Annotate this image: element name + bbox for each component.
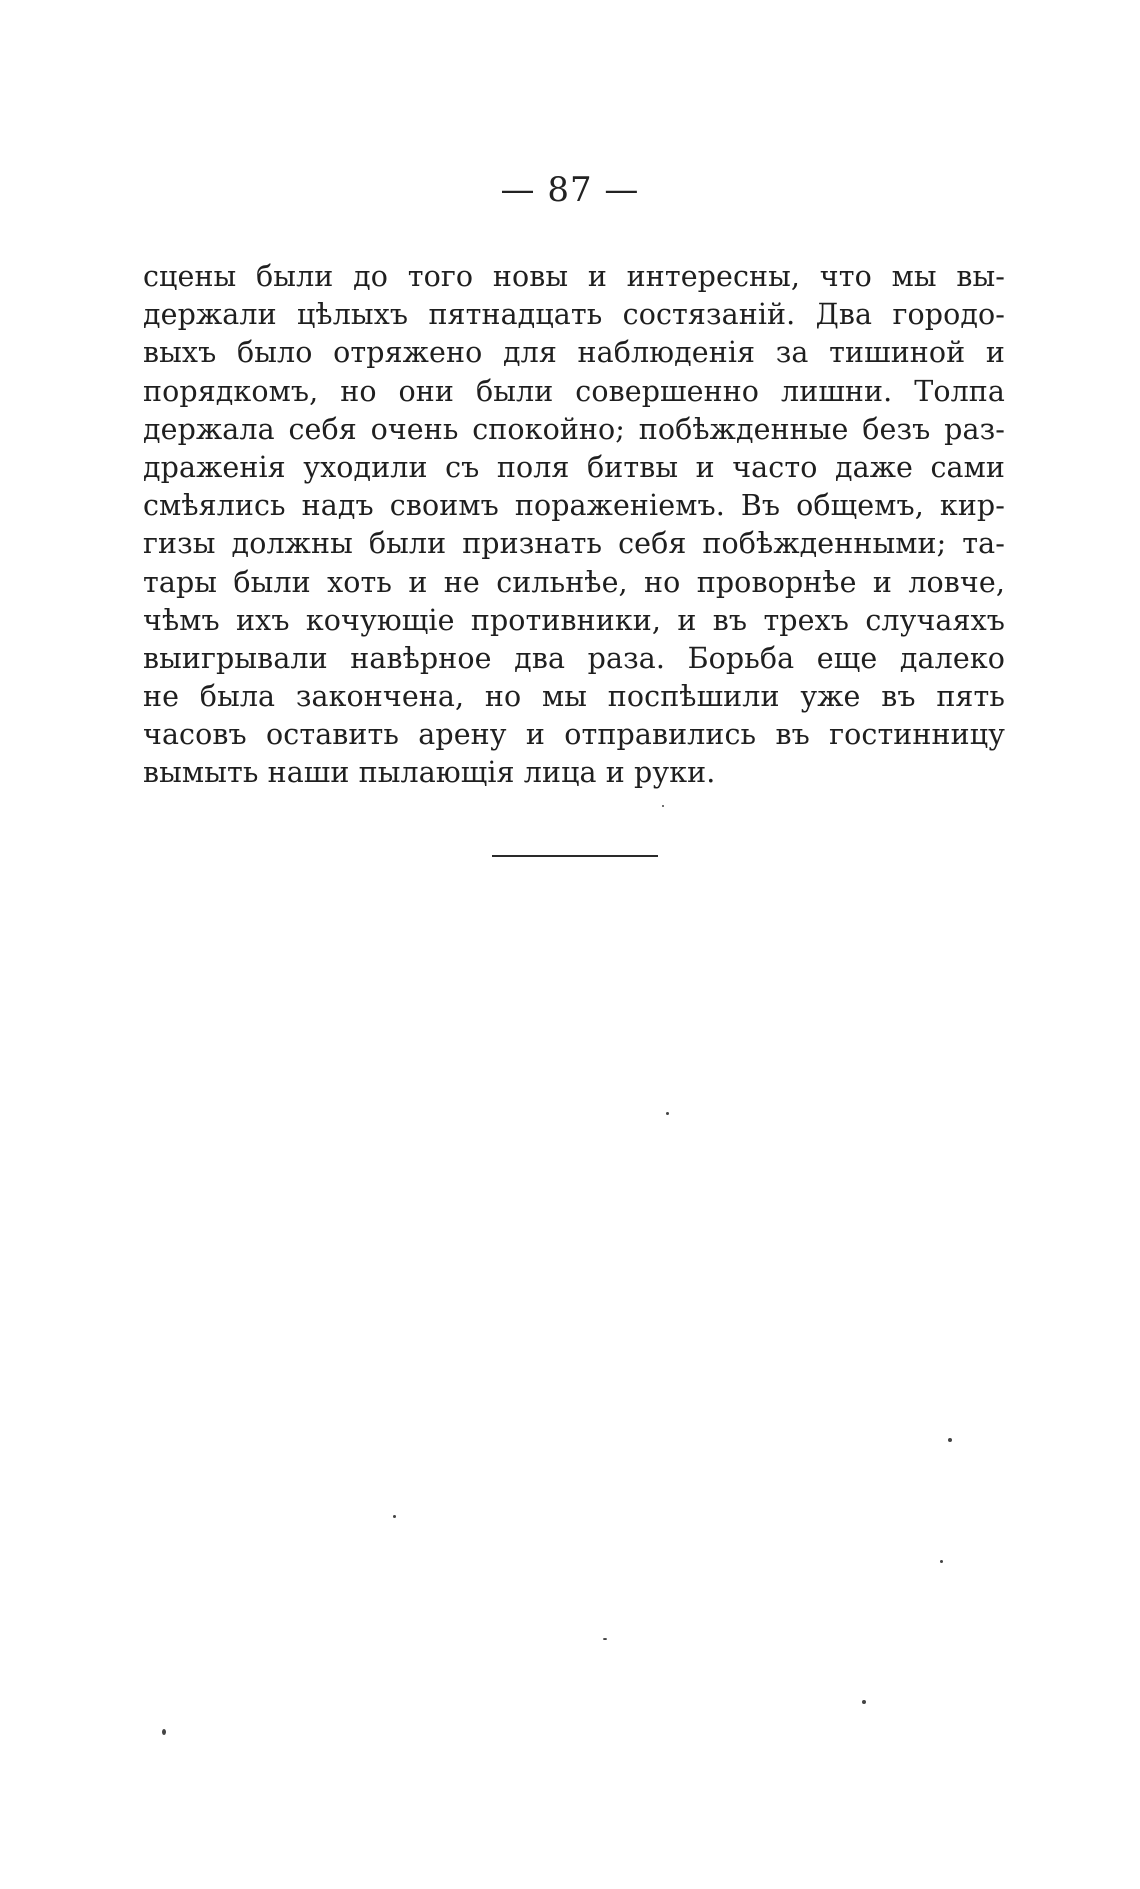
text-line: чѣмъ ихъ кочующiе противники, и въ трехъ случаяхъ [143, 603, 1005, 637]
scan-speck [666, 1112, 669, 1115]
text-line: тары были хоть и не сильнѣе, но проворнѣе и ловче, [143, 565, 1005, 599]
text-line: вымыть наши пылающiя лица и руки. [143, 756, 716, 790]
scan-speck [948, 1438, 952, 1442]
scan-speck [662, 805, 664, 807]
text-line: держала себя очень спокойно; побѣжденные безъ раз- [143, 412, 1005, 446]
page-number: — 87 — [500, 170, 640, 210]
scan-speck [393, 1515, 396, 1518]
text-line: драженiя уходили съ поля битвы и часто даже сами [143, 450, 1005, 484]
text-line: порядкомъ, но они были совершенно лишни. Толпа [143, 374, 1005, 408]
text-line: гизы должны были признать себя побѣжденными; та- [143, 527, 1005, 561]
text-line: смѣялись надъ своимъ пораженiемъ. Въ общемъ, кир- [143, 489, 1005, 523]
scan-speck [603, 1638, 607, 1640]
scan-speck [162, 1729, 166, 1735]
body-text [143, 258, 1005, 793]
text-line: выигрывали навѣрное два раза. Борьба еще далеко [143, 641, 1005, 675]
scan-speck [940, 1560, 943, 1563]
text-line: не была закончена, но мы поспѣшили уже въ пять [143, 680, 1005, 714]
text-line: выхъ было отряжено для наблюденiя за тишиной и [143, 336, 1005, 370]
text-line: сцены были до того новы и интересны, что мы вы- [143, 260, 1005, 293]
scan-speck [862, 1700, 866, 1704]
text-line: часовъ оставить арену и отправились въ гостинницу [143, 718, 1005, 752]
text-line: держали цѣлыхъ пятнадцать состязанiй. Два городо- [143, 298, 1005, 332]
section-end-rule [492, 855, 658, 857]
